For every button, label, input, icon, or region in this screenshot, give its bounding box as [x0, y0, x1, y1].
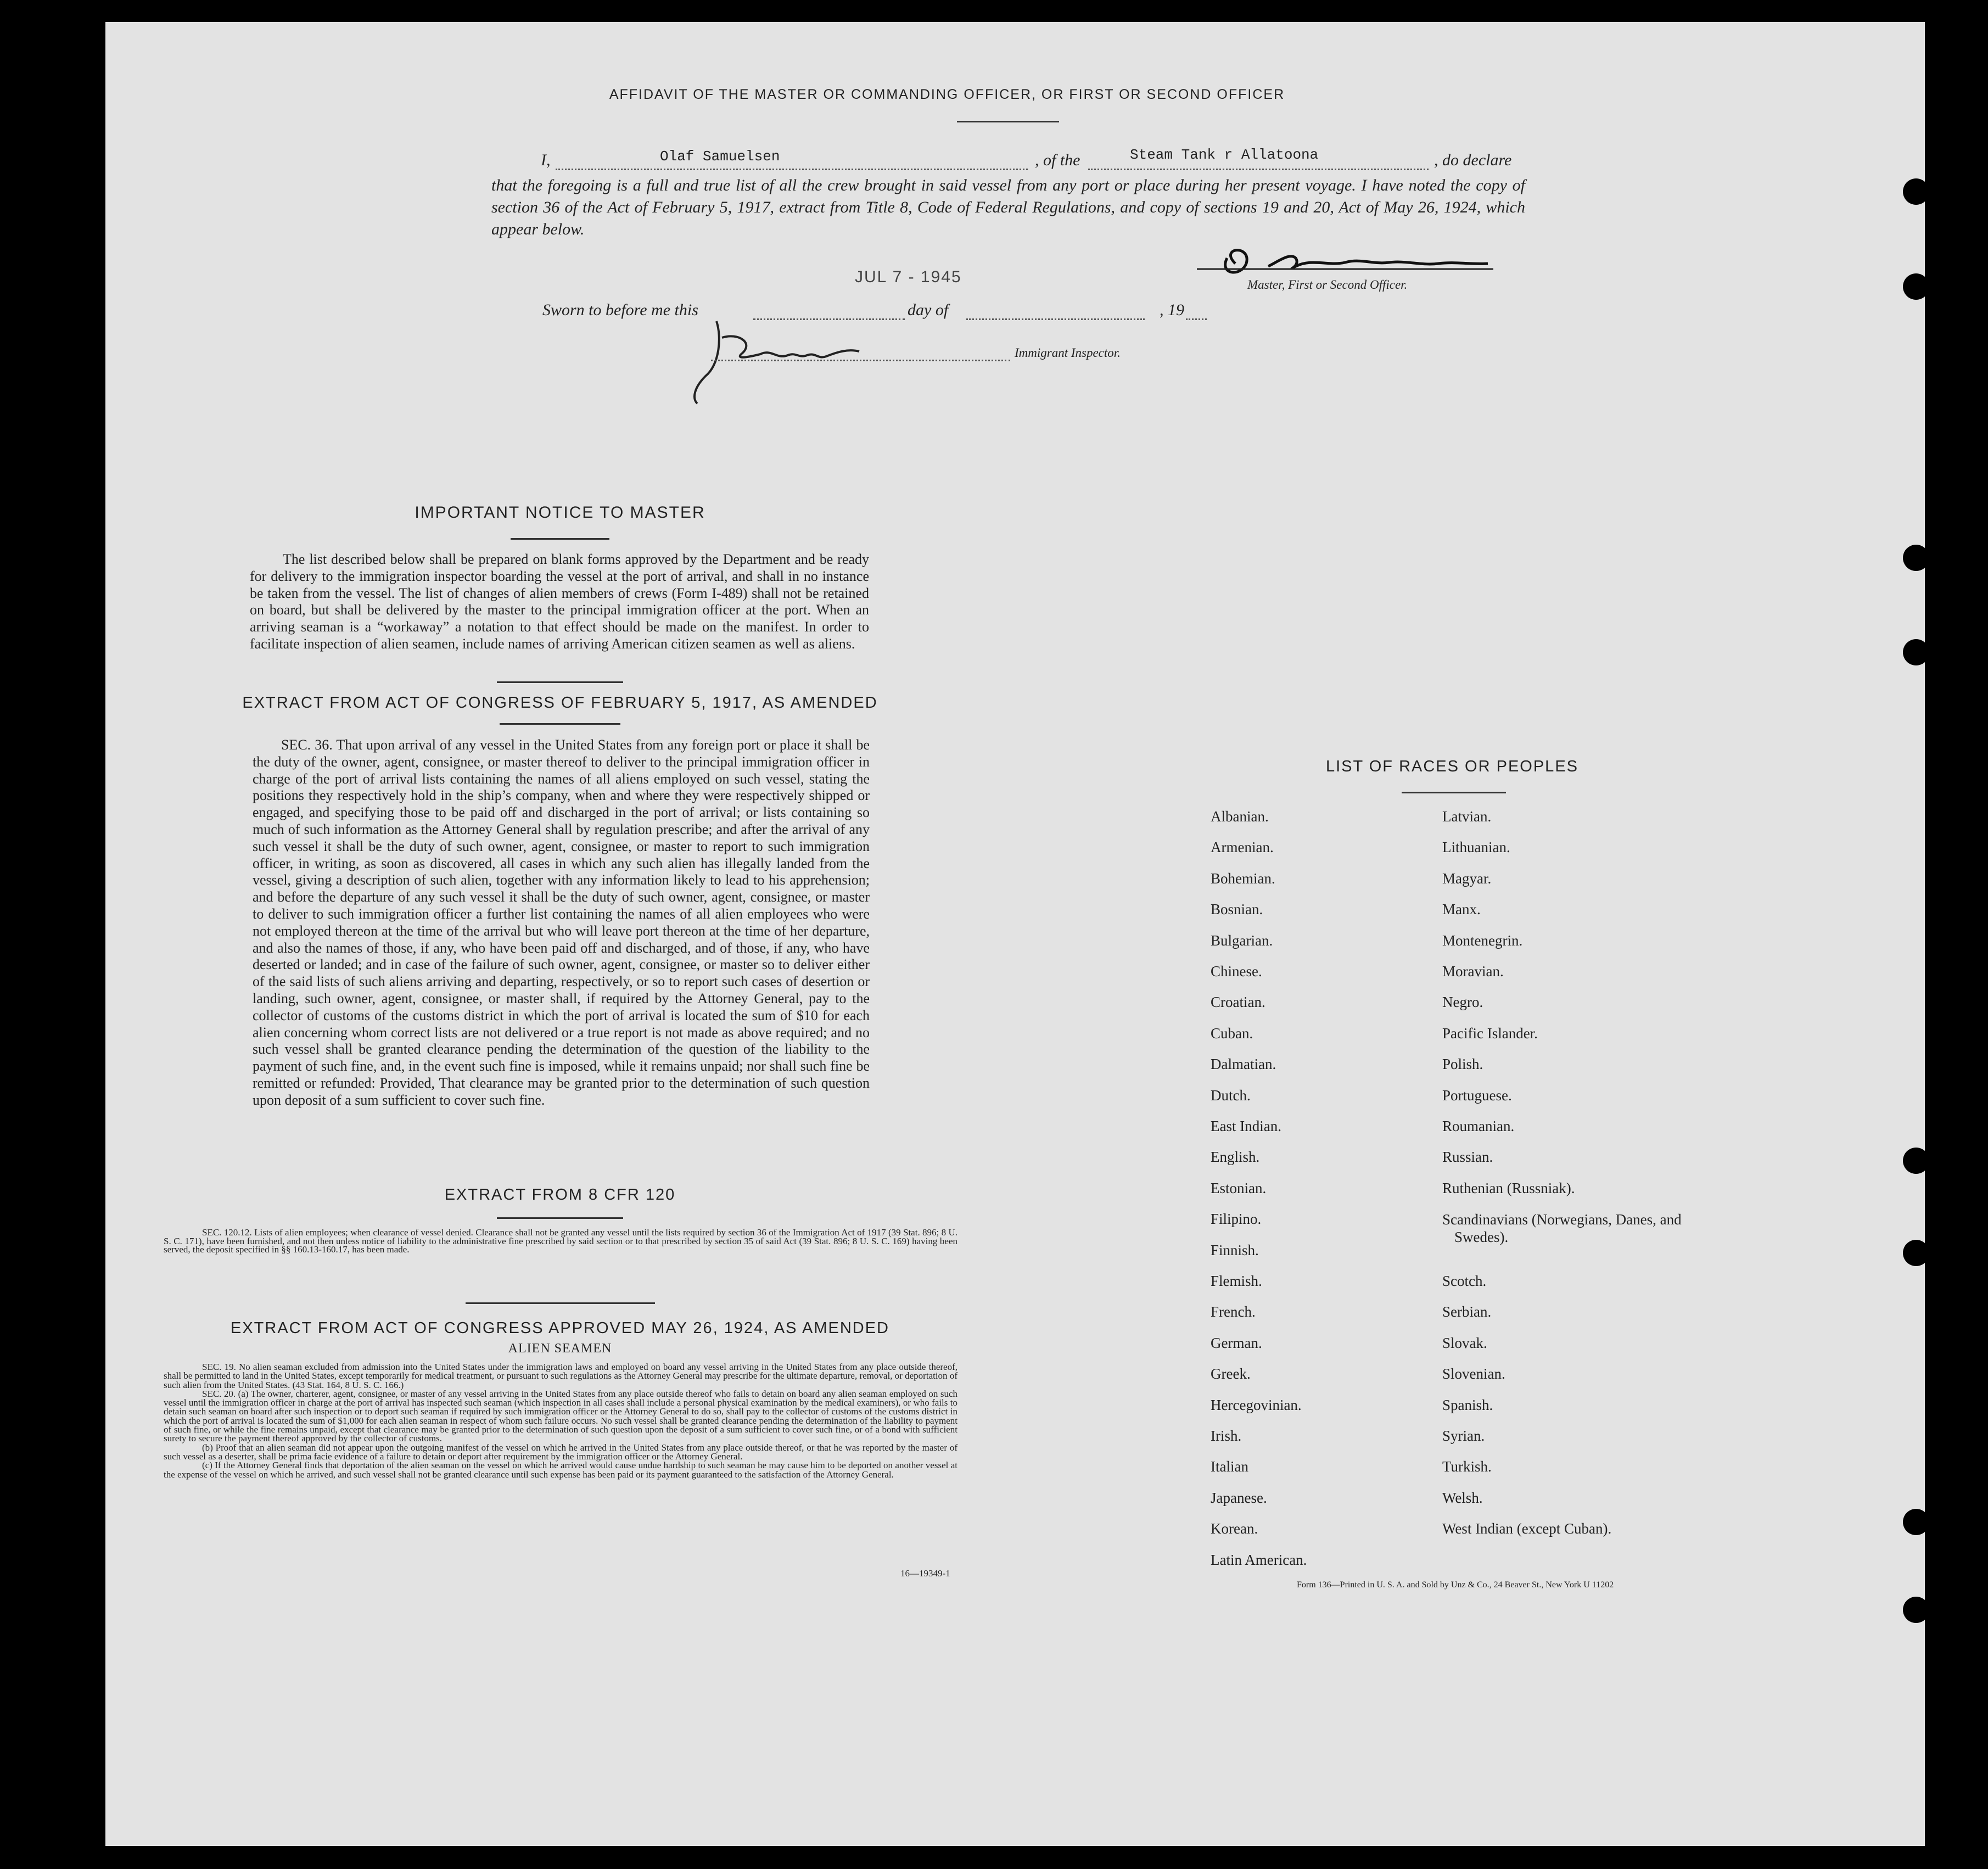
race-item: Russian.	[1442, 1149, 1493, 1166]
race-item: Manx.	[1442, 901, 1481, 918]
race-item: Dalmatian.	[1211, 1056, 1276, 1073]
sworn-month-line	[966, 318, 1145, 320]
race-item: East Indian.	[1211, 1118, 1281, 1134]
master-title-label: Master, First or Second Officer.	[1247, 278, 1408, 292]
declarant-prefix: I,	[541, 151, 551, 169]
race-item: Magyar.	[1442, 870, 1492, 887]
races-heading: LIST OF RACES OR PEOPLES	[1325, 758, 1579, 775]
race-item: Scotch.	[1442, 1273, 1487, 1289]
inspector-label: Immigrant Inspector.	[1015, 346, 1121, 360]
race-item: Montenegrin.	[1442, 932, 1523, 949]
divider	[500, 723, 620, 725]
race-item: Irish.	[1211, 1428, 1242, 1444]
extract-1924-text	[164, 1363, 957, 1479]
punch-hole	[1903, 639, 1929, 665]
race-item: Bohemian.	[1211, 870, 1275, 887]
extract-1917-heading: EXTRACT FROM ACT OF CONGRESS OF FEBRUARY 5, 1917, AS AMENDED	[242, 694, 878, 712]
race-item: German.	[1211, 1334, 1262, 1351]
race-item: Bulgarian.	[1211, 932, 1273, 949]
race-item: Serbian.	[1442, 1303, 1492, 1320]
race-item: West Indian (except Cuban).	[1442, 1520, 1612, 1537]
extract-cfr-text: SEC. 120.12. Lists of alien employees; when clearance of vessel denied. Clearance shall not be granted any vessel until the lists required by section 36 of the Immigration Act of 1917 (39 Stat. 896; 8 U. S. C. 171), have been furnished, and not then unless notice of liability to the administrative fine prescribed by said section or to that prescribed by section 35 of said Act (39 Stat. 896; 8 U. S. C. 169) having been served, the deposit specified in §§ 160.13-160.17, has been made.	[164, 1227, 957, 1255]
form-number: 16—19349-1	[900, 1568, 950, 1579]
race-item: Armenian.	[1211, 839, 1274, 856]
race-item: Negro.	[1442, 994, 1483, 1011]
race-item: Roumanian.	[1442, 1118, 1515, 1134]
year-label: , 19	[1160, 301, 1184, 319]
divider	[497, 681, 623, 683]
punch-hole	[1903, 1240, 1929, 1266]
race-item: Turkish.	[1442, 1458, 1492, 1475]
sworn-label: Sworn to before me this	[542, 301, 698, 319]
race-item: Dutch.	[1211, 1087, 1251, 1104]
affidavit-title: AFFIDAVIT OF THE MASTER OR COMMANDING OFFICER, OR FIRST OR SECOND OFFICER	[609, 87, 1285, 102]
race-item: Korean.	[1211, 1520, 1258, 1537]
punch-hole	[1903, 1509, 1929, 1535]
sec20a-paragraph: SEC. 20. (a) The owner, charterer, agent, consignee, or master of any vessel arriving in the United States from any place outside thereof who fails to detain on board any alien seaman employed on such vessel until the immigration officer in charge at the port of arrival has inspected such seaman (which inspection in all cases shall include a personal physical examination by the medical examiners), or who fails to detain such seaman on board after such inspection or to deport such seaman if required by such immigration officer or the Attorney General to do so, shall pay to the collector of customs of the customs district in which the port of arrival is located the sum of $1,000 for each alien seaman in respect of whom such failure occurs. No such vessel shall be granted clearance pending the determination of the liability to payment of such fine, or while the fine remains unpaid, except that clearance may be granted prior to the determination of such question upon the deposit of a sum sufficient to cover such fine, or of a bond with sufficient surety to secure the payment thereof approved by the collector of customs.	[164, 1388, 957, 1444]
race-item: French.	[1211, 1303, 1256, 1320]
race-item: Pacific Islander.	[1442, 1025, 1538, 1042]
punch-hole	[1903, 273, 1929, 300]
race-item: Flemish.	[1211, 1273, 1262, 1289]
race-item: Albanian.	[1211, 808, 1269, 825]
race-item: Greek.	[1211, 1366, 1251, 1383]
notice-heading: IMPORTANT NOTICE TO MASTER	[415, 503, 705, 522]
race-item: Slovak.	[1442, 1334, 1487, 1351]
inspector-line	[711, 360, 1010, 361]
extract-1917-text: SEC. 36. That upon arrival of any vessel in the United States from any foreign port or place it shall be the duty of the owner, agent, consignee, or master thereof to deliver to the principal immigration officer in charge of the port of arrival lists containing the names of all aliens employed on such vessel, stating the positions they respectively hold in the ship’s company, when and where they were respectively shipped or engaged, and specifying those to be paid off and discharged in the port of arrival; or lists containing so much of such information as the Attorney General shall by regulation prescribe; and after the arrival of any such vessel it shall be the duty of such owner, agent, consignee, or master to report to such immigration officer, in writing, as soon as discovered, all cases in which any such alien has illegally landed from the vessel, giving a description of such alien, together with any information likely to lead to his apprehension; and before the departure of any such vessel it shall be the duty of such owner, agent, consignee, or master to deliver to such immigration officer a further list containing the names of all alien employees who were not employed thereon at the time of the arrival but who will leave port thereon at the time of her departure, and also the names of those, if any, who have been paid off and discharged, and of those, if any, who have deserted or landed; and in case of the failure of such owner, agent, consignee, or master so to deliver either of the said lists of such aliens arriving and departing, respectively, or so to report such cases of desertion or landing, such owner, agent, consignee, or master shall, if required by the Attorney General, pay to the collector of customs of the customs district in which the port of arrival is located the sum of $10 for each alien concerning whom correct lists are not delivered or a true report is not made as above required; and no such vessel shall be granted clearance pending the determination of the question of the liability to the payment of such fine, and, in the event such fine is imposed, while it remains unpaid; nor shall such fine be remitted or refunded: Provided, That clearance may be granted prior to the determination of such question upon deposit of a sum sufficient to cover such fine.	[253, 737, 870, 1108]
race-item: Lithuanian.	[1442, 839, 1510, 856]
race-item: Cuban.	[1211, 1025, 1253, 1042]
race-item: Ruthenian (Russniak).	[1442, 1179, 1575, 1196]
race-item: English.	[1211, 1149, 1260, 1166]
race-item: Bosnian.	[1211, 901, 1263, 918]
race-item: Welsh.	[1442, 1489, 1483, 1506]
punch-hole	[1903, 178, 1929, 205]
race-item: Filipino.	[1211, 1211, 1262, 1228]
extract-cfr-heading: EXTRACT FROM 8 CFR 120	[444, 1186, 676, 1204]
master-name: Olaf Samuelsen	[660, 148, 780, 165]
race-item: Moravian.	[1442, 963, 1504, 980]
punch-hole	[1903, 1597, 1929, 1623]
master-name-line	[556, 169, 1028, 170]
divider	[511, 538, 609, 540]
race-item: Hercegovinian.	[1211, 1396, 1302, 1413]
vessel-name: Steam Tank r Allatoona	[1130, 147, 1319, 163]
race-item: Chinese.	[1211, 963, 1262, 980]
race-item: Polish.	[1442, 1056, 1483, 1073]
race-item: Finnish.	[1211, 1241, 1259, 1258]
sec20b-paragraph: (b) Proof that an alien seaman did not appear upon the outgoing manifest of the vessel on which he arrived in the United States from any place outside thereof, or that he was reported by the master of such vessel as a deserter, shall be prima facie evidence of a failure to detain or deport after requirement by the immigration officer or the Attorney General.	[164, 1442, 957, 1462]
extract-1924-subheading: ALIEN SEAMEN	[508, 1341, 612, 1356]
printer-imprint: Form 136—Printed in U. S. A. and Sold by Unz & Co., 24 Beaver St., New York U 11202	[1297, 1580, 1614, 1590]
race-item: Latin American.	[1211, 1551, 1307, 1568]
day-of-label: day of	[908, 301, 949, 319]
vessel-name-line	[1088, 169, 1429, 170]
race-item: Italian	[1211, 1458, 1248, 1475]
inspector-signature	[684, 316, 892, 409]
race-item: Portuguese.	[1442, 1087, 1512, 1104]
extract-1924-heading: EXTRACT FROM ACT OF CONGRESS APPROVED MAY 26, 1924, AS AMENDED	[231, 1319, 889, 1337]
divider	[466, 1302, 655, 1304]
punch-hole	[1903, 1148, 1929, 1174]
do-declare-label: , do declare	[1434, 151, 1512, 169]
sec19-paragraph: SEC. 19. No alien seaman excluded from admission into the United States under the immigration laws and employed on board any vessel arriving in the United States from any place outside thereof, shall be permitted to land in the United States, except temporarily for medical treatment, or pursuant to such regulations as the Attorney General may prescribe for the ultimate departure, removal, or deportation of such alien from the United States. (43 Stat. 164, 8 U. S. C. 166.)	[164, 1362, 957, 1390]
date-stamp: JUL 7 - 1945	[855, 268, 962, 286]
sworn-year-line	[1186, 318, 1207, 320]
divider	[957, 121, 1059, 122]
race-item: Spanish.	[1442, 1396, 1493, 1413]
race-item: Slovenian.	[1442, 1366, 1505, 1383]
sec20c-paragraph: (c) If the Attorney General finds that deportation of the alien seaman on the vessel on which he arrived would cause undue hardship to such seaman he may cause him to be deported on another vessel at the expense of the vessel on which he arrived, and such vessel shall not be granted clearance until such expense has been paid or its payment guaranteed to the satisfaction of the Attorney General.	[164, 1460, 957, 1480]
declaration-text: that the foregoing is a full and true list of all the crew brought in said vessel from any port or place during her present voyage. I have noted the copy of section 36 of the Act of February 5, 1917, extract from Title 8, Code of Federal Regulations, and copy of sections 19 and 20, Act of May 26, 1924, which appear below.	[491, 176, 1525, 238]
divider	[1402, 792, 1506, 793]
of-the-label: , of the	[1035, 151, 1080, 169]
punch-hole	[1903, 545, 1929, 571]
race-item: Scandinavians (Norwegians, Danes, and Swedes).	[1442, 1211, 1682, 1246]
race-item: Estonian.	[1211, 1179, 1267, 1196]
divider	[497, 1217, 623, 1219]
master-signature	[1186, 242, 1504, 283]
race-item: Syrian.	[1442, 1428, 1485, 1444]
notice-text: The list described below shall be prepared on blank forms approved by the Department and be ready for delivery to the immigration inspector boarding the vessel at the port of arrival, and shall in no instance be taken from the vessel. The list of changes of alien members of crews (Form I-489) shall not be retained on board, but shall be delivered by the master to the principal immigration officer at the port. When an arriving seaman is a “workaway” a notation to that effect should be made on the manifest. In order to facilitate inspection of alien seamen, include names of arriving American citizen seamen as well as aliens.	[250, 551, 869, 652]
race-item: Latvian.	[1442, 808, 1492, 825]
race-item: Croatian.	[1211, 994, 1265, 1011]
race-item: Japanese.	[1211, 1489, 1267, 1506]
